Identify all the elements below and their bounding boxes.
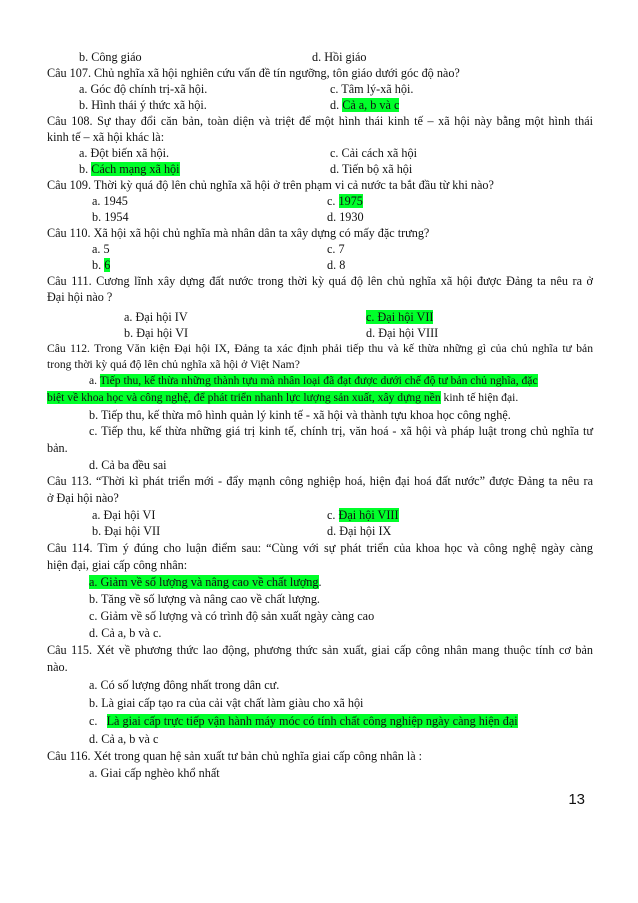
q113-correct-highlight: Đại hội VIII — [338, 508, 399, 522]
q114-answer-b: b. Tăng về số lượng và nâng cao về chất lượng. — [89, 592, 320, 606]
q109-answer-a: a. 1945 — [92, 194, 128, 208]
q113-answer-c: c. Đại hội VIII — [327, 508, 399, 522]
question-112-line2: trong thời kỳ quá độ lên chủ nghĩa xã hội ở Việt Nam? — [47, 358, 300, 371]
question-114-line2: hiện đại, giai cấp công nhân: — [47, 558, 188, 572]
q112-answer-a-line2: biệt về khoa học và công nghệ, để phát triển nhanh lực lượng sản xuất, xây dựng nền kinh tế hiện đại. — [47, 391, 519, 404]
q111-answer-a: a. Đại hội IV — [124, 310, 188, 324]
q107-answer-d: d. Cả a, b và c — [330, 98, 400, 112]
question-110: Câu 110. Xã hội xã hội chủ nghĩa mà nhân dân ta xây dựng có mấy đặc trưng? — [47, 226, 430, 240]
question-115-line1: Câu 115. Xét về phương thức lao động, phương thức sản xuất, giai cấp công nhân mang thuộc tính cơ bản — [47, 643, 593, 657]
q111-answer-c — [366, 309, 433, 325]
q112-answer-b: b. Tiếp thu, kế thừa mô hình quản lý kinh tế - xã hội và thành tựu khoa học công nghệ. — [89, 408, 511, 422]
q112-answer-c-line2: bản. — [47, 441, 68, 455]
q112-correct-highlight-2: biệt về khoa học và công nghệ, để phát triển nhanh lực lượng sản xuất, xây dựng nền — [47, 391, 441, 404]
q113-answer-b: b. Đại hội VII — [92, 524, 161, 538]
question-108-line1: Câu 108. Sự thay đổi căn bản, toàn diện và triệt để một hình thái kinh tế – xã hội này bằng một hình thái — [47, 114, 593, 128]
q107-correct-highlight: Cả a, b và c — [342, 98, 400, 112]
question-113-line1: Câu 113. “Thời kì phát triển mới - đẩy mạnh công nghiệp hoá, hiện đại hoá đất nước” được Đảng ta nêu ra — [47, 474, 593, 488]
q107-answer-c: c. Tâm lý-xã hội. — [330, 82, 414, 96]
q112-answer-a-line1: a. Tiếp thu, kế thừa những thành tựu mà nhân loại đã đạt được dưới chế độ tư bản chủ nghĩa, đặc — [89, 374, 538, 387]
q109-answer-d: d. 1930 — [327, 210, 364, 224]
q109-answer-c: c. 1975 — [327, 194, 363, 208]
q115-answer-d: d. Cả a, b và c — [89, 732, 159, 746]
q112-answer-d: d. Cả ba đều sai — [89, 458, 167, 472]
q115-answer-a: a. Có số lượng đông nhất trong dân cư. — [89, 678, 280, 692]
question-115-line2: nào. — [47, 660, 68, 674]
answer-d-prev: d. Hồi giáo — [312, 50, 367, 64]
q115-answer-b: b. Là giai cấp tạo ra của cải vật chất làm giàu cho xã hội — [89, 696, 364, 710]
q114-correct-highlight: a. Giảm về số lượng và nâng cao về chất lượng — [89, 575, 319, 589]
question-113-line2: ở Đại hội nào? — [47, 491, 119, 505]
q114-answer-a: a. Giảm về số lượng và nâng cao về chất lượng. — [89, 575, 322, 589]
q115-correct-highlight: Là giai cấp trực tiếp vận hành máy móc có tính chất công nghiệp ngày càng hiện đại — [106, 714, 518, 728]
q112-answer-c-line1: c. Tiếp thu, kế thừa những giá trị kinh tế, chính trị, văn hoá - xã hội và pháp luật trong chủ nghĩa tư — [89, 424, 593, 438]
q114-answer-c: c. Giảm về số lượng và có trình độ sản xuất ngày càng cao — [89, 609, 375, 623]
question-111-line2: Đại hội nào ? — [47, 290, 113, 304]
question-108-line2: kinh tế – xã hội khác là: — [47, 130, 165, 144]
q113-answer-d: d. Đại hội IX — [327, 524, 392, 538]
q110-answer-d: d. 8 — [327, 258, 346, 272]
q116-answer-a: a. Giai cấp nghèo khổ nhất — [89, 766, 220, 780]
q108-answer-a: a. Đột biến xã hội. — [79, 146, 170, 160]
q107-answer-a: a. Góc độ chính trị-xã hội. — [79, 82, 208, 96]
q109-correct-highlight: 1975 — [338, 194, 363, 208]
answer-b-prev: b. Công giáo — [79, 50, 142, 64]
q110-correct-highlight: 6 — [104, 258, 111, 272]
q113-answer-a: a. Đại hội VI — [92, 508, 156, 522]
q111-answer-b: b. Đại hội VI — [124, 326, 189, 340]
page-number: 13 — [568, 791, 585, 808]
q115-answer-c: c. Là giai cấp trực tiếp vận hành máy móc có tính chất công nghiệp ngày càng hiện đại — [89, 714, 518, 728]
question-116: Câu 116. Xét trong quan hệ sản xuất tư bản chủ nghĩa giai cấp công nhân là : — [47, 749, 423, 763]
q108-answer-c: c. Cải cách xã hội — [330, 146, 417, 160]
question-109: Câu 109. Thời kỳ quá độ lên chủ nghĩa xã hội ở trên phạm vi cả nước ta bắt đầu từ khi nào? — [47, 178, 494, 192]
q111-answer-d: d. Đại hội VIII — [366, 326, 439, 340]
q108-correct-highlight: Cách mạng xã hội — [91, 162, 180, 176]
q108-answer-b: b. Cách mạng xã hội — [79, 162, 180, 176]
question-112-line1: Câu 112. Trong Văn kiện Đại hội IX, Đảng ta xác định phải tiếp thu và kế thừa những gì của chủ nghĩa tư bản — [47, 342, 593, 355]
q110-answer-b: b. 6 — [92, 258, 111, 272]
question-111-line1: Câu 111. Cương lĩnh xây dựng đất nước trong thời kỳ quá độ lên chủ nghĩa xã hội được Đảng ta nêu ra ở — [47, 274, 593, 288]
q108-answer-d: d. Tiến bộ xã hội — [330, 162, 413, 176]
q110-answer-a: a. 5 — [92, 242, 110, 256]
q107-answer-b: b. Hình thái ý thức xã hội. — [79, 98, 207, 112]
q109-answer-b: b. 1954 — [92, 210, 129, 224]
q111-correct-highlight: c. Đại hội VII — [366, 310, 434, 324]
q114-answer-d: d. Cả a, b và c. — [89, 626, 162, 640]
question-114-line1: Câu 114. Tìm ý đúng cho luận điểm sau: “Cùng với sự phát triển của khoa học và công nghệ ngày càng — [47, 541, 593, 555]
q110-answer-c: c. 7 — [327, 242, 345, 256]
question-107: Câu 107. Chủ nghĩa xã hội nghiên cứu vấn đề tín ngưỡng, tôn giáo dưới góc độ nào? — [47, 66, 460, 80]
q112-correct-highlight-1: Tiếp thu, kế thừa những thành tựu mà nhân loại đã đạt được dưới chế độ tư bản chủ nghĩa, đặc — [99, 374, 538, 387]
